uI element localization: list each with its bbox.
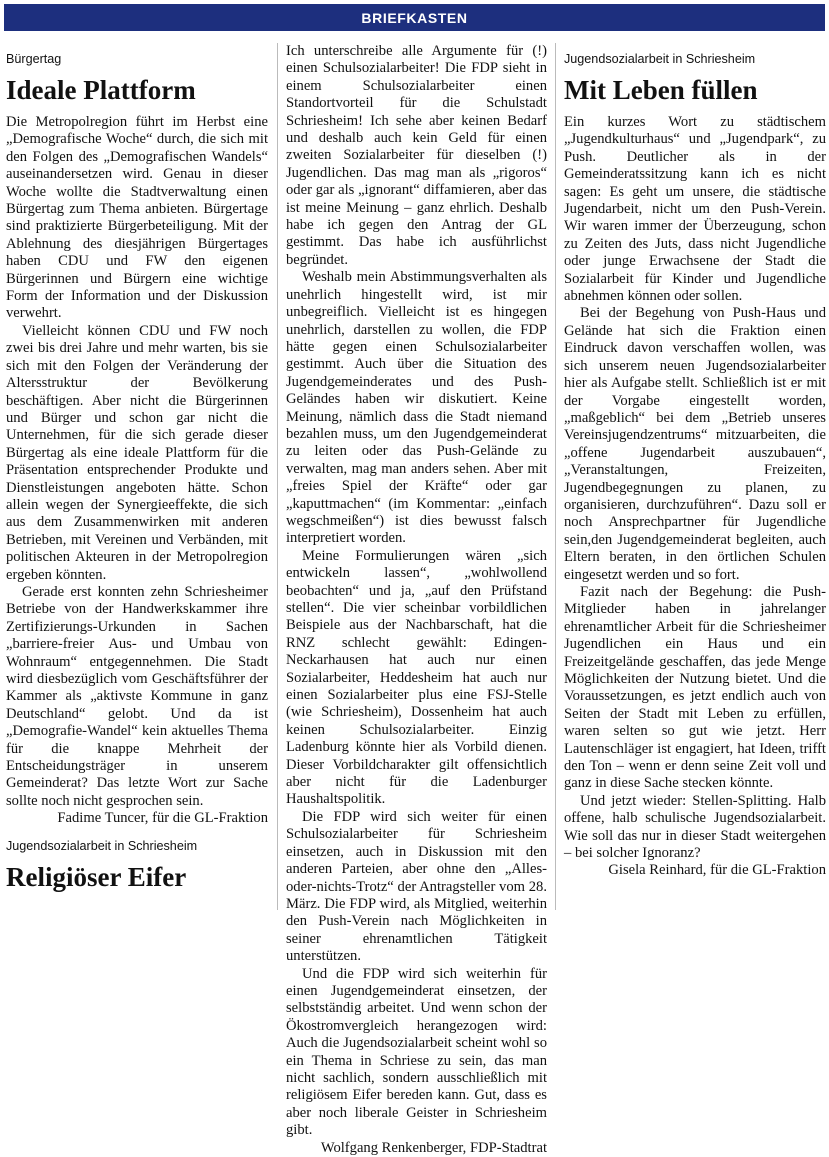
letter3-signature: Gisela Reinhard, für die GL-Fraktion — [608, 862, 826, 879]
column-divider — [555, 43, 556, 910]
letter2-paragraph-continued: Ich unterschreibe alle Argumente für (!) einen Schulsozialarbeiter! Die FDP sieht in einem Schulsozialarbeiter einen Standortvorteil für die Schulstadt Schriesheim! Ich sehe aber keinen Bedarf und deshalb auch kein Geld für einen zweiten Sozialarbeiter für dieselben (!) Jugendlichen. Das mag man als „rigoros“ oder gar als „ignorant“ diffamieren, aber das ist meine Meinung – ganz ehrlich. Deshalb habe ich gegen den Antrag der GL gestimmt. Das habe ich ausführlichst begründet. — [286, 43, 547, 268]
letter2-headline: Religiöser Eifer — [6, 861, 187, 892]
letter1-headline: Ideale Plattform — [6, 75, 196, 105]
letter1-paragraph: Die Metropolregion führt im Herbst eine „Demografische Woche“ durch, die sich mit den Folgen des „Demografischen Wandels“ auseinandersetzen wird. Genau in dieser Woche wollte die Stadtverwaltung einen Bürgertag zum Thema anbieten. Bürgertage sind praktizierte Bürgerbeteiligung. Mit der Ablehnung des diesjährigen Bürgertages haben CDU und FW den eigenen Bürgerinnen und Bürgern eine wichtige Form der Information und der Diskussion verwehrt. — [6, 114, 268, 322]
letter3-kicker: Jugendsozialarbeit in Schriesheim — [564, 52, 756, 66]
letter3-paragraph: Und jetzt wieder: Stellen-Splitting. Halb offene, halb schulische Jugendsozialarbeit. Wie soll das nur in dieser Stadt weitergehen – bei solcher Ignoranz? — [564, 792, 826, 862]
letter2-paragraph: Weshalb mein Abstimmungsverhalten als unehrlich hingestellt wird, ist mir unbegreiflich. Vielleicht ist es hingegen unehrlich, darstellen zu wollen, die FDP hätte gegen einen Schulsozialarbeiter gestimmt. Auch über die Situation des Jugendgemeinderates und des Push-Geländes haben wir diskutiert. Keine Meinung, nämlich dass die Stadt niemand bezahlen muss, um den Jugendgemeinderat zu leiten oder das Push-Gelände zu verwalten, mag man anders sehen. Aber mit „freies Spiel der Kräfte“ oder gar „kaputtmachen“ (im Kommentar: „einfach wegschmeißen“) ist dies bewusst falsch interpretiert worden. — [286, 269, 547, 547]
letter1-paragraph: Gerade erst konnten zehn Schriesheimer Betriebe von der Handwerkskammer ihre Zertifizierungs-Urkunden in Sachen „barriere-freier Aus- und Umbau von Wohnraum“ entgegennehmen. Die Stadt wird diesbezüglich vom Geschäftsführer der Kammer als „aktivste Kommune in ganz Deutschland“ gelobt. Und da ist „Demografie-Wandel“ kein aktuelles Thema für die knappe Mehrheit der Entscheidungsträger in unserem Gemeinderat? Das letzte Wort zur Sache sollte noch nicht gesprochen sein. — [6, 583, 268, 809]
section-banner: BRIEFKASTEN — [4, 4, 825, 31]
letter1-kicker: Bürgertag — [6, 52, 62, 66]
letter3-paragraph: Fazit nach der Begehung: die Push-Mitglieder haben in jahrelanger ehrenamtlicher Arbeit für die Schriesheimer Jugendlichen ein Haus und ein Freizeitgelände geschaffen, das jede Menge Möglichkeiten der Nutzung bietet. Und die Voraussetzungen, es jetzt endlich auch von Seiten der Stadt mit Leben zu erfüllen, waren selten so gut wie jetzt. Herr Lautenschläger ist engagiert, hat Ideen, trifft den Ton – wenn er denn seine Zeit voll und ganz in diese Sache stecken könnte. — [564, 583, 826, 792]
letter1-signature: Fadime Tuncer, für die GL-Fraktion — [57, 810, 268, 827]
column-3 — [564, 43, 826, 910]
letter2-signature: Wolfgang Renkenberger, FDP-Stadtrat — [320, 1139, 547, 1156]
letter3-headline: Mit Leben füllen — [564, 75, 758, 105]
letter2-paragraph: Meine Formulierungen wären „sich entwickeln lassen“, „wohlwollend beobachten“ und ja, „auf den Prüfstand stellen“. Die vier scheinbar vorbildlichen Beispiele aus der Nachbarschaft, hat die RNZ schlecht gewählt: Edingen-Neckarhausen hat auch nur einen Sozialarbeiter, Heddesheim hat auch nur einen Sozialarbeiter plus eine FSJ-Stelle (wie Schriesheim), Dossenheim hat auch keinen Schulsozialarbeiter. Einzig Ladenburg könnte hier als Vorbild dienen. Dieser Vorbildcharakter gilt offensichtlich aber nicht für die Ladenburger Haushaltspolitik. — [286, 547, 547, 808]
letter3-paragraph: Ein kurzes Wort zu städtischem „Jugendkulturhaus“ und „Jugendpark“, zu Push. Deutlicher als in der Gemeinderatssitzung kann ich es nicht sagen: Es geht um unsere, die städtische Jugendarbeit, nicht um den Push-Verein. Wir waren immer der Überzeugung, schon zu Zeiten des Juts, dass nicht Jugendliche oder junge Erwachsene der Stadt die Sozialarbeit für Kinder und Jugendliche abnehmen können oder sollen. — [564, 114, 826, 305]
letter2-kicker: Jugendsozialarbeit in Schriesheim — [6, 838, 198, 853]
letter3-paragraph: Bei der Begehung von Push-Haus und Gelände hat sich die Fraktion einen Eindruck davon verschaffen wollen, was sich unserem neuen Jugendsozialarbeiter hier als Aufgabe stellt. Schließlich ist er mit der Vorgabe eingestellt worden, „maßgeblich“ bei dem „Betrieb unseres Vereinsjugendzentrums“ mitzuarbeiten, die „offene Jugendarbeit auszubauen“, „Veranstaltungen, Freizeiten, Jugendbegegnungen zu planen, zu organisieren, durchzuführen“. Dazu soll er noch Ansprechpartner für Jugendliche sein,den Jugendgemeinderat begleiten, auch Eltern beraten, in den örtlichen Schulen eingesetzt werden und so fort. — [564, 305, 826, 583]
column-divider — [277, 43, 278, 910]
column-1 — [6, 43, 268, 910]
letter1-paragraph: Vielleicht können CDU und FW noch zwei bis drei Jahre und mehr warten, bis sie sich mit den Folgen der Veränderung der Altersstruktur der Bevölkerung beschäftigen. Aber nicht die Bürgerinnen und Bürger und schon gar nicht die Unternehmen, für die sich gerade dieser Bürgertag als eine ideale Plattform für die Präsentation entsprechender Produkte und Dienstleistungen angeboten hätte. Schon allein wegen der Synergieeffekte, die sich aus dem Zusammenwirken mit anderen Betrieben, mit Vereinen und Verbänden, mit politischen Akteuren in der Metropolregion ergeben könnten. — [6, 322, 268, 583]
letter2-paragraph: Die FDP wird sich weiter für einen Schulsozialarbeiter für Schriesheim einsetzen, auch in Diskussion mit den anderen Parteien, aber ohne den „Alles-oder-nichts-Trotz“ der Antragsteller vom 28. März. Die FDP wird, als Mitglied, weiterhin den Push-Verein nach Möglichkeiten in seiner ehrenamtlichen Tätigkeit unterstützen. — [286, 808, 547, 965]
column-2 — [286, 43, 547, 1156]
letter2-paragraph: Und die FDP wird sich weiterhin für einen Jugendgemeinderat einsetzen, der selbstständig arbeitet. Und wenn schon der Ökostromvergleich herangezogen wird: Auch die Jugendsozialarbeit scheint wohl so ein Thema in Schriese zu sein, das man nicht sachlich, sondern ausschließlich mit religiösem Eifer bereden kann. Gut, dass es aber noch liberale Geister in Schriesheim gibt. — [286, 965, 547, 1139]
